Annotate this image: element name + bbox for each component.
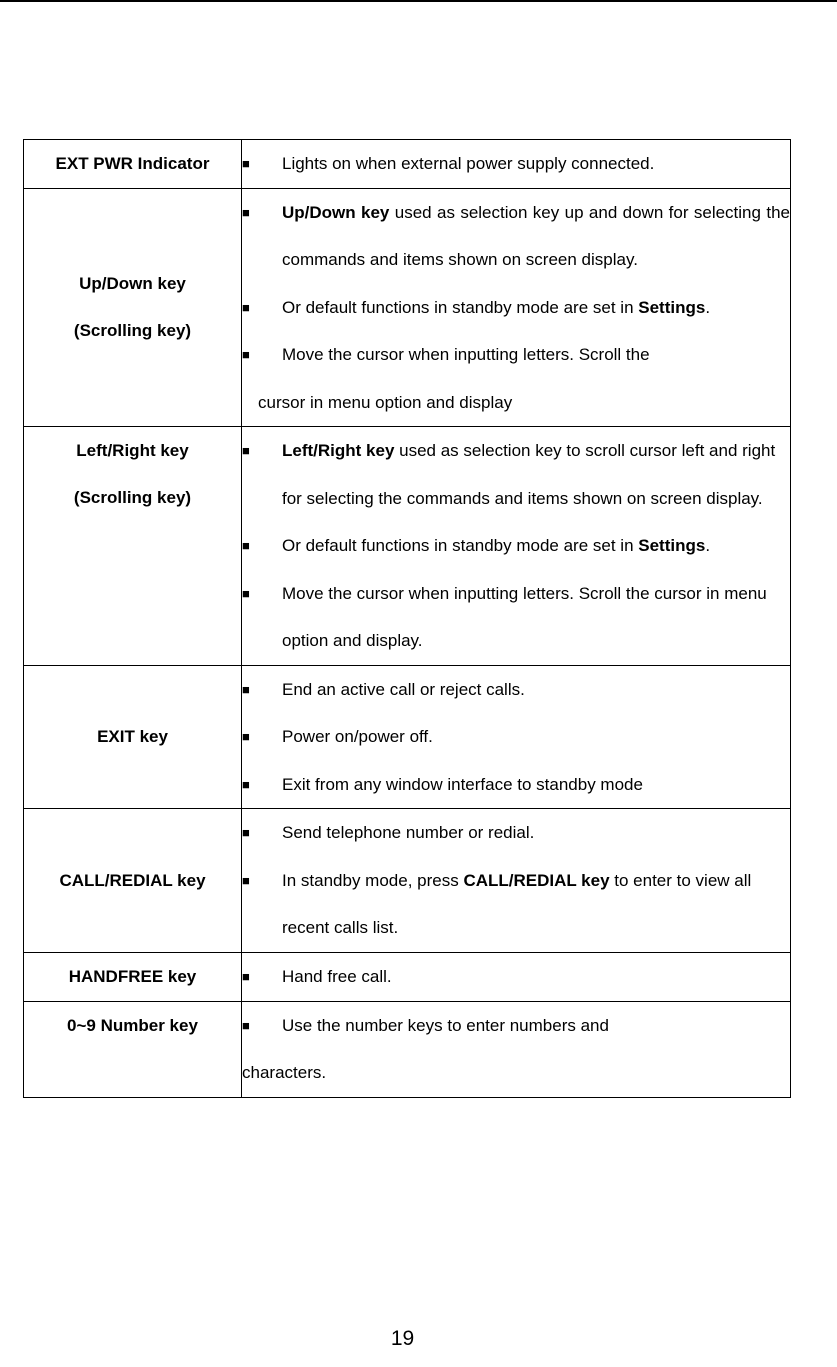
bullet-item: ■ Send telephone number or redial. [242, 809, 790, 857]
bullet-item: ■ Move the cursor when inputting letters. Scroll the cursor in menu option and display. [242, 570, 790, 665]
key-function-table [23, 139, 791, 1098]
description-cell [242, 1001, 791, 1097]
key-name: EXIT key [97, 727, 168, 747]
key-name-cell [24, 427, 242, 666]
description-cell [242, 809, 791, 953]
table-row [24, 809, 791, 953]
key-name-cell [24, 665, 242, 809]
bullet-item: ■ Hand free call. [242, 953, 790, 1001]
table-row [24, 427, 791, 666]
bullet-item: ■ End an active call or reject calls. [242, 666, 790, 714]
bullet-item: ■ Left/Right key used as selection key to scroll cursor left and right for selecting the commands and items shown on screen display. [242, 427, 790, 522]
table-row [24, 665, 791, 809]
key-name-cell [24, 952, 242, 1001]
description-cell [242, 952, 791, 1001]
key-subtitle: (Scrolling key) [73, 321, 192, 341]
table-row [24, 952, 791, 1001]
table-row [24, 188, 791, 427]
table-row [24, 1001, 791, 1097]
bullet-continuation: cursor in menu option and display [258, 392, 513, 412]
top-rule [0, 0, 837, 2]
bullet-continuation: characters. [242, 1063, 327, 1082]
key-name: EXT PWR Indicator [55, 154, 210, 174]
table-row [24, 140, 791, 189]
bullet-item: ■ Or default functions in standby mode are set in Settings. [242, 522, 790, 570]
page-number: 19 [390, 1327, 415, 1350]
bullet-item: ■ In standby mode, press CALL/REDIAL key to enter to view all recent calls list. [242, 857, 790, 952]
key-name: CALL/REDIAL key [59, 870, 206, 890]
description-cell [242, 665, 791, 809]
bullet-item: ■ Exit from any window interface to standby mode [242, 761, 790, 809]
key-name-cell [24, 188, 242, 427]
description-cell [242, 188, 791, 427]
key-name: Up/Down key [79, 274, 186, 294]
bullet-item: ■ Move the cursor when inputting letters. Scroll the [242, 331, 790, 379]
bullet-item: ■ Use the number keys to enter numbers and [242, 1002, 790, 1050]
key-name-cell [24, 1001, 242, 1097]
bullet-item: ■ Up/Down key used as selection key up and down for selecting the commands and items shown on screen display. [242, 189, 790, 284]
key-name-cell [24, 809, 242, 953]
bullet-item: ■ Lights on when external power supply connected. [242, 140, 790, 188]
key-name: Left/Right key [76, 441, 189, 460]
bullet-item: ■ Power on/power off. [242, 713, 790, 761]
key-name: HANDFREE key [68, 967, 197, 986]
description-cell [242, 140, 791, 189]
key-name: 0~9 Number key [67, 1015, 198, 1035]
description-cell [242, 427, 791, 666]
key-name-cell [24, 140, 242, 189]
bullet-item: ■ Or default functions in standby mode are set in Settings. [242, 284, 790, 332]
key-subtitle: (Scrolling key) [73, 488, 192, 507]
